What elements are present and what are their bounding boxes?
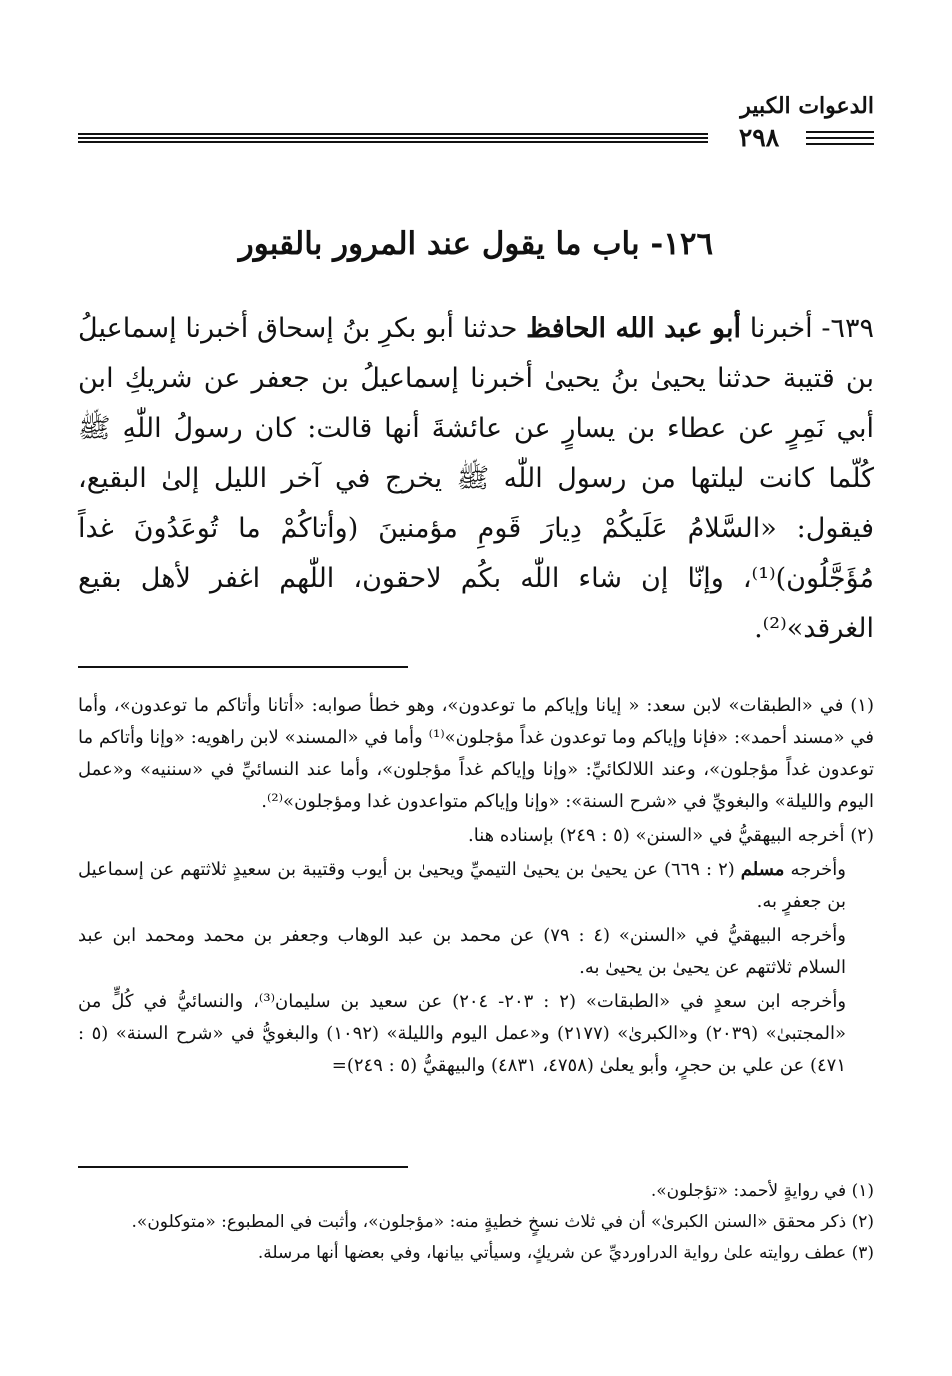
footnote-2-muslim — [78, 854, 874, 918]
hadith-narrator: أبو عبد الله الحافظ — [526, 313, 742, 344]
chapter-heading: ١٢٦- باب ما يقول عند المرور بالقبور — [238, 226, 714, 262]
page-number-rule — [806, 131, 874, 145]
hadith-paragraph — [78, 304, 874, 654]
hadith-number: ٦٣٩- — [821, 313, 874, 344]
footnote-separator — [78, 666, 408, 668]
footnotes — [78, 690, 874, 1084]
footnote-2-muslim-text: (٢ : ٦٦٩) عن يحيىٰ بن يحيىٰ التيميِّ ويحيىٰ بن أيوب وقتيبة بن سعيدٍ ثلاثتهم عن إسماعيل بن جعفرٍ به. — [78, 859, 846, 912]
footnote-2-muslim-name: مسلم — [740, 859, 785, 880]
sub-footnote-3: (٣) عطف روايته علىٰ رواية الدراورديِّ عن شريكٍ، وسيأتي بيانها، وفي بعضها أنها مرسلة. — [257, 1243, 874, 1263]
book-page — [78, 0, 874, 1376]
sub-footnote-separator — [78, 1166, 408, 1168]
header-rule — [78, 133, 708, 143]
sub-footnote-2: (٢) ذكر محقق «السنن الكبرىٰ» أن في ثلاث نسخٍ خطيةٍ منه: «مؤجلون»، وأثبت في المطبوع: «متوكلون». — [131, 1212, 874, 1232]
footnote-2-ibnsaad: وأخرجه ابن سعدٍ في «الطبقات» (٢ : ٢٠٣- ٢٠٤) عن سعيد بن سليمان⁽³⁾، والنسائيُّ في كُلٍّ من «المجتبىٰ» (٢٠٣٩) و«الكبرىٰ» (٢١٧٧) و«عمل اليوم والليلة» (١٠٩٢) والبغويُّ في «شرح السنة» (٥ : ٤٧١) عن علي بن حجرٍ، وأبو يعلىٰ (٤٧٥٨، ٤٨٣١) والبيهقيُّ (٥ : ٢٤٩)= — [78, 991, 847, 1076]
running-title: الدعوات الكبير — [740, 93, 874, 119]
footnote-2-muslim-pre: وأخرجه — [790, 859, 846, 880]
sub-footnotes — [78, 1176, 874, 1269]
footnote-1: (١) في «الطبقات» لابن سعد: « إيانا وإياكم ما توعدون»، وهو خطأ صوابه: «أتانا وأتاكم ما توعدون»، وأما في «مسند أحمد»: «فإنا وإياكم وما توعدون غداً مؤجلون»⁽¹⁾ وأما في «المسند» لابن راهويه: «وإنا وأتاكم ما توعدون غداً مؤجلون»، وعند اللالكائيِّ: «وإنا وإياكم غداً مؤجلون»، وأما عند النسائيِّ في «سننيه» و«عمل اليوم والليلة» والبغويِّ في «شرح السنة»: «وإنا وإياكم متواعدون غدا ومؤجلون»⁽²⁾. — [78, 695, 874, 812]
hadith-pre: أخبرنا — [749, 313, 813, 344]
page-number: ٢٩٨ — [738, 123, 780, 152]
sub-footnote-1: (١) في روايةٍ لأحمد: «تؤجلون». — [650, 1181, 874, 1201]
hadith-text-block — [78, 304, 874, 654]
footnote-2: (٢) أخرجه البيهقيُّ في «السنن» (٥ : ٢٤٩) بإسناده هنا. — [467, 825, 874, 846]
footnote-2-bayhaqi: وأخرجه البيهقيُّ في «السنن» (٤ : ٧٩) عن محمد بن عبد الوهاب وجعفر بن محمد ومحمد ابن عبد السلام ثلاثتهم عن يحيىٰ بن يحيىٰ به. — [78, 925, 846, 978]
hadith-body: حدثنا أبو بكرِ بنُ إسحاق أخبرنا إسماعيلُ بن قتيبة حدثنا يحيىٰ بنُ يحيىٰ أخبرنا إسماعيلُ بن جعفر عن شريكِ ابن أبي نَمِرٍ عن عطاء بن يسارٍ عن عائشةَ أنها قالت: كان رسولُ اللّٰهِ ﷺ كُلّما كانت ليلتها من رسول اللّٰه ﷺ يخرج في آخر الليل إلىٰ البقيع، فيقول: «السَّلامُ عَلَيكُمْ دِيارَ قَومِ مؤمنينَ (وأتاكُمْ ما تُوعَدُونَ غداً مُؤَجَّلُون)⁽¹⁾، وإنّا إن شاء اللّٰه بكُم لاحقون، اللّٰهم اغفر لأهل بقيع الغرقد»⁽²⁾. — [78, 313, 874, 644]
